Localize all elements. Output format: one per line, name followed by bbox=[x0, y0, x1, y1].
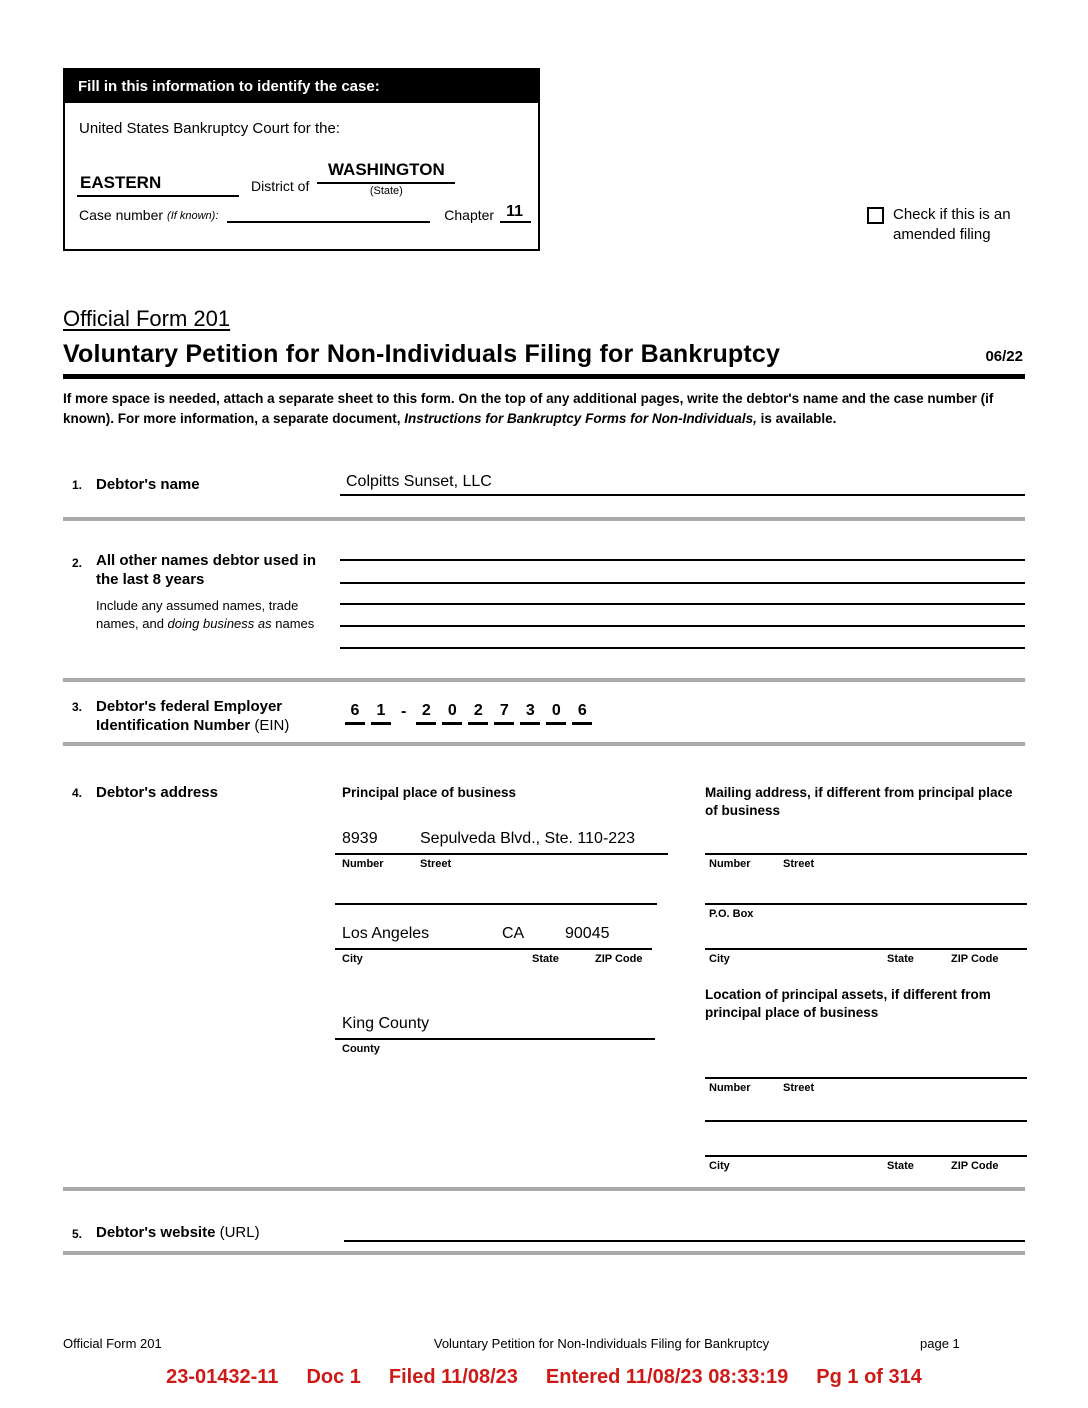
state-wrap bbox=[317, 160, 455, 197]
section-number: 5. bbox=[72, 1227, 83, 1241]
section-number: 4. bbox=[72, 786, 83, 800]
section-number: 3. bbox=[72, 700, 83, 714]
mailing-street-labels bbox=[709, 858, 814, 870]
blank-line bbox=[705, 1077, 1027, 1079]
amended-filing-row bbox=[867, 205, 1033, 244]
blank-line bbox=[705, 1120, 1027, 1122]
mailing-city-labels bbox=[709, 953, 998, 965]
mailing-address-header: Mailing address, if different from principal place of business bbox=[705, 785, 1013, 818]
section-website bbox=[63, 1220, 1025, 1252]
form-instructions bbox=[63, 389, 1015, 428]
case-number-hint: (If known): bbox=[167, 210, 219, 222]
section-divider bbox=[63, 678, 1025, 682]
state-value-field: WASHINGTON bbox=[317, 160, 455, 184]
ein-digit: 7 bbox=[494, 702, 514, 725]
district-of-label: District of bbox=[251, 178, 310, 194]
section-label: All other names debtor used in the last 8 years bbox=[96, 552, 317, 588]
label-normal: (EIN) bbox=[254, 716, 290, 734]
principal-street-name-value: Sepulveda Blvd., Ste. 110-223 bbox=[420, 830, 635, 847]
principal-place-header: Principal place of business bbox=[342, 785, 517, 800]
field-line bbox=[340, 494, 1025, 496]
mailing-pobox-label-row bbox=[709, 908, 753, 920]
state-label: State bbox=[532, 953, 559, 965]
ein-field bbox=[345, 702, 598, 725]
street-label: Street bbox=[420, 858, 452, 870]
page-title: Voluntary Petition for Non-Individuals Filing for Bankruptcy bbox=[63, 340, 781, 368]
blank-line bbox=[705, 903, 1027, 905]
note-pre: Include any assumed names, trade names, and bbox=[96, 598, 299, 631]
section-debtor-name bbox=[63, 472, 1025, 512]
blank-line bbox=[705, 948, 1027, 950]
field-line bbox=[335, 948, 652, 950]
ein-digit: 6 bbox=[572, 702, 592, 725]
section-note bbox=[96, 597, 344, 632]
district-row bbox=[77, 160, 455, 197]
amended-filing-checkbox bbox=[867, 207, 884, 224]
section-divider bbox=[63, 742, 1025, 746]
street-label: Street bbox=[783, 1082, 815, 1094]
stamp-doc-number: Doc 1 bbox=[306, 1366, 361, 1388]
principal-county-value: King County bbox=[342, 1015, 430, 1032]
zip-label: ZIP Code bbox=[595, 953, 643, 965]
field-line bbox=[335, 1038, 655, 1040]
state-label: State bbox=[887, 1160, 914, 1172]
city-label: City bbox=[709, 953, 730, 965]
amended-filing-label: Check if this is an amended filing bbox=[893, 206, 1011, 243]
title-row bbox=[63, 340, 1025, 379]
principal-city-labels bbox=[342, 953, 642, 965]
principal-city-value-row bbox=[342, 925, 610, 943]
street-label: Street bbox=[783, 858, 815, 870]
case-identification-box bbox=[63, 68, 540, 251]
field-line bbox=[335, 853, 668, 855]
section-label: Debtor's name bbox=[96, 476, 200, 493]
blank-line bbox=[340, 603, 1025, 605]
instructions-italic: Instructions for Bankruptcy Forms for Non-Individuals, bbox=[404, 410, 757, 426]
case-number-row bbox=[79, 203, 531, 223]
note-post: names bbox=[271, 615, 315, 631]
number-label: Number bbox=[342, 858, 384, 870]
ein-digit: 2 bbox=[468, 702, 488, 725]
ein-separator: - bbox=[401, 703, 407, 720]
ein-digit: 3 bbox=[520, 702, 540, 725]
assets-street-labels bbox=[709, 1082, 814, 1094]
zip-label: ZIP Code bbox=[951, 953, 999, 965]
number-label: Number bbox=[709, 858, 751, 870]
blank-line bbox=[340, 559, 1025, 561]
form-version: 06/22 bbox=[985, 348, 1023, 365]
debtor-name-value: Colpitts Sunset, LLC bbox=[346, 473, 492, 490]
blank-line bbox=[340, 625, 1025, 627]
blank-line bbox=[335, 903, 657, 905]
label-bold: Debtor's website bbox=[96, 1224, 220, 1241]
stamp-filed-date: Filed 11/08/23 bbox=[388, 1366, 518, 1388]
note-italic: doing business as bbox=[167, 615, 272, 631]
principal-assets-header: Location of principal assets, if different from principal place of business bbox=[705, 987, 991, 1020]
state-hint-label: (State) bbox=[369, 185, 403, 197]
section-number: 1. bbox=[72, 478, 83, 492]
footer-page-number: page 1 bbox=[920, 1336, 960, 1351]
instructions-pre: If more space is needed, attach a separate sheet to this form. On the top of any additional pages, write the debtor's name and the case number (if known). For more information, a separate document, bbox=[63, 391, 994, 426]
court-filing-stamp bbox=[0, 1366, 1088, 1389]
footer-form-id: Official Form 201 bbox=[63, 1336, 162, 1351]
footer-title: Voluntary Petition for Non-Individuals Filing for Bankruptcy bbox=[433, 1336, 770, 1351]
ein-digit: 2 bbox=[416, 702, 436, 725]
court-label: United States Bankruptcy Court for the: bbox=[79, 120, 340, 137]
principal-state-value: CA bbox=[502, 925, 525, 942]
district-value-field: EASTERN bbox=[77, 173, 239, 197]
principal-street-labels bbox=[342, 858, 451, 870]
section-ein bbox=[63, 694, 1025, 744]
section-divider bbox=[63, 1251, 1025, 1255]
ein-digit: 1 bbox=[371, 702, 391, 725]
label-bold: Debtor's federal Employer Identification Number bbox=[96, 698, 283, 734]
blank-line bbox=[344, 1240, 1025, 1242]
chapter-value-field: 11 bbox=[500, 203, 531, 223]
assets-city-labels bbox=[709, 1160, 998, 1172]
principal-city-value: Los Angeles bbox=[342, 925, 430, 942]
stamp-entered-datetime: Entered 11/08/23 08:33:19 bbox=[545, 1366, 789, 1388]
state-label: State bbox=[887, 953, 914, 965]
instructions-post: is available. bbox=[756, 410, 837, 426]
section-other-names bbox=[63, 548, 1025, 663]
stamp-page-count: Pg 1 of 314 bbox=[816, 1366, 922, 1388]
blank-line bbox=[705, 853, 1027, 855]
number-label: Number bbox=[709, 1082, 751, 1094]
ein-digit: 6 bbox=[345, 702, 365, 725]
case-number-field bbox=[227, 205, 430, 223]
blank-line bbox=[340, 647, 1025, 649]
section-number: 2. bbox=[72, 556, 83, 570]
ein-digit: 0 bbox=[546, 702, 566, 725]
blank-line bbox=[340, 582, 1025, 584]
case-number-label: Case number bbox=[79, 207, 164, 223]
page-footer bbox=[63, 1336, 1025, 1351]
principal-zip-value: 90045 bbox=[565, 925, 610, 942]
po-box-label: P.O. Box bbox=[709, 908, 754, 920]
ein-digit: 0 bbox=[442, 702, 462, 725]
section-debtor-address bbox=[63, 780, 1025, 1182]
blank-line bbox=[705, 1155, 1027, 1157]
principal-county-labels bbox=[342, 1043, 380, 1055]
county-label: County bbox=[342, 1043, 380, 1055]
section-label bbox=[96, 1224, 356, 1243]
section-label: Debtor's address bbox=[96, 784, 218, 801]
section-label bbox=[96, 698, 336, 736]
label-normal: (URL) bbox=[219, 1224, 260, 1241]
form-id: Official Form 201 bbox=[63, 306, 231, 331]
city-label: City bbox=[342, 953, 363, 965]
city-label: City bbox=[709, 1160, 730, 1172]
principal-street-value bbox=[342, 830, 635, 848]
stamp-case-number: 23-01432-11 bbox=[166, 1366, 279, 1388]
chapter-label: Chapter bbox=[444, 207, 495, 223]
section-divider bbox=[63, 517, 1025, 521]
zip-label: ZIP Code bbox=[951, 1160, 999, 1172]
case-box-banner: Fill in this information to identify the case: bbox=[65, 70, 538, 103]
section-divider bbox=[63, 1187, 1025, 1191]
principal-number-value: 8939 bbox=[342, 830, 378, 847]
